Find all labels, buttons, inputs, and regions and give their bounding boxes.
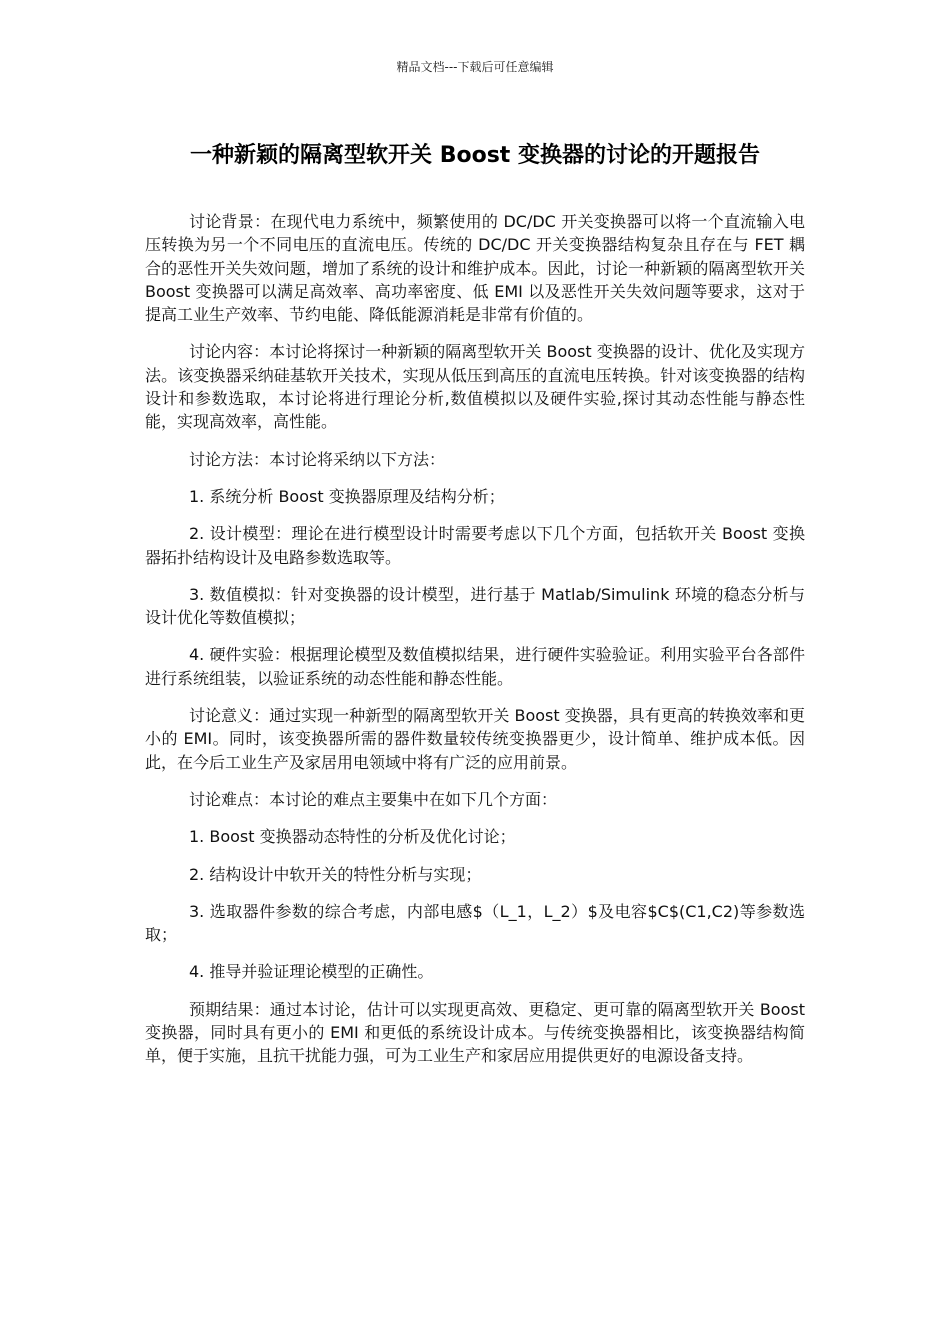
- method-item: 1. 系统分析 Boost 变换器原理及结构分析；: [189, 486, 505, 506]
- paragraph-difficulties-intro: 讨论难点：本讨论的难点主要集中在如下几个方面：: [189, 789, 558, 809]
- method-item: 3. 数值模拟：针对变换器的设计模型，进行基于 Matlab/Simulink 环境的稳态分析与设计优化等数值模拟；: [145, 584, 805, 628]
- document-title: 一种新颖的隔离型软开关 Boost 变换器的讨论的开题报告: [190, 143, 760, 168]
- paragraph-expected-results: 预期结果：通过本讨论，估计可以实现更高效、更稳定、更可靠的隔离型软开关 Boost 变换器，同时具有更小的 EMI 和更低的系统设计成本。与传统变换器相比，该变换器结构简单，便于实施，且抗干扰能力强，可为工业生产和家居应用提供更好的电源设备支持。: [145, 999, 805, 1066]
- paragraph-background: 讨论背景：在现代电力系统中，频繁使用的 DC/DC 开关变换器可以将一个直流输入电压转换为另一个不同电压的直流电压。传统的 DC/DC 开关变换器结构复杂且存在与 FET 耦合的恶性开关失效问题，增加了系统的设计和维护成本。因此，讨论一种新颖的隔离型软开关 Boost 变换器可以满足高效率、高功率密度、低 EMI 以及恶性开关失效问题等要求，这对于提高工业生产效率、节约电能、降低能源消耗是非常有价值的。: [145, 212, 805, 325]
- method-item: 2. 设计模型：理论在进行模型设计时需要考虑以下几个方面，包括软开关 Boost 变换器拓扑结构设计及电路参数选取等。: [145, 524, 805, 567]
- document-body: [145, 210, 805, 1082]
- method-item: 4. 硬件实验：根据理论模型及数值模拟结果，进行硬件实验验证。利用实验平台各部件进行系统组装，以验证系统的动态性能和静态性能。: [145, 645, 805, 688]
- paragraph-content: 讨论内容：本讨论将探讨一种新颖的隔离型软开关 Boost 变换器的设计、优化及实现方法。该变换器采纳硅基软开关技术，实现从低压到高压的直流电压转换。针对该变换器的结构设计和参数选取，本讨论将进行理论分析,数值模拟以及硬件实验,探讨其动态性能与静态性能，实现高效率，高性能。: [145, 342, 805, 432]
- difficulty-item: 1. Boost 变换器动态特性的分析及优化讨论；: [189, 827, 516, 847]
- page-header-note: 精品文档---下载后可任意编辑: [396, 60, 554, 74]
- difficulty-item: 4. 推导并验证理论模型的正确性。: [189, 962, 434, 982]
- paragraph-method-intro: 讨论方法：本讨论将采纳以下方法：: [189, 449, 446, 469]
- paragraph-significance: 讨论意义：通过实现一种新型的隔离型软开关 Boost 变换器，具有更高的转换效率和更小的 EMI。同时，该变换器所需的器件数量较传统变换器更少，设计简单、维护成本低。因此，在今后工业生产及家居用电领域中将有广泛的应用前景。: [145, 706, 805, 772]
- difficulty-item: 3. 选取器件参数的综合考虑，内部电感$（L_1，L_2）$及电容$C$(C1,C2)等参数选取；: [145, 901, 805, 945]
- difficulty-item: 2. 结构设计中软开关的特性分析与实现；: [189, 864, 482, 884]
